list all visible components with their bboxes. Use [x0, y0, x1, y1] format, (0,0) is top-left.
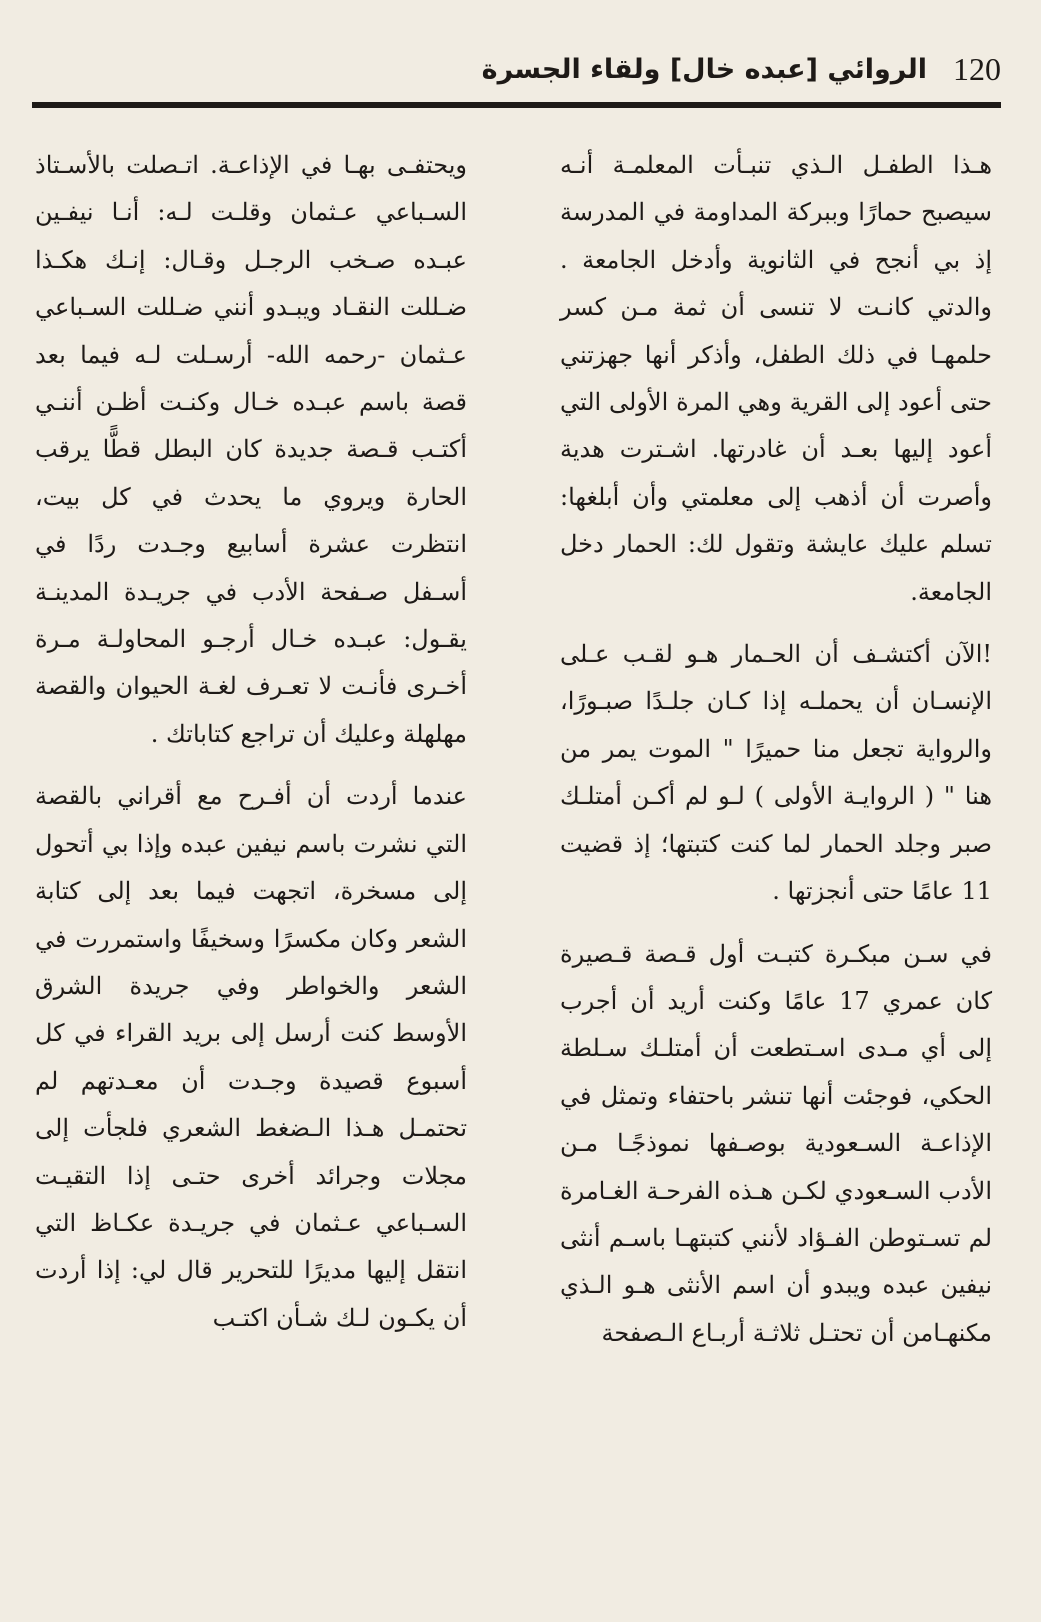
paragraph: عندما أردت أن أفـرح مع أقراني بالقصة التي نشرت باسم نيفين عبده وإذا بي أتحول إلى مسخرة، اتجهت فيما بعد إلى كتابة الشعر وكان مكسرًا وسخيفًا واستمررت في الشعر والخواطر وفي جريدة الشرق الأوسط كنت أرسل إلى بريد القراء في كل أسبوع قصيدة وجـدت أن معـدتهم لم تحتمـل هـذا الـضغط الشعري فلجأت إلى مجلات وجرائد أخرى حتـى إذا التقيـت السـباعي عـثمان في جريـدة عكـاظ التي انتقل إليها مديرًا للتحرير قال لي: إذا أردت أن يكـون لـك شـأن اكتـب	[35, 782, 467, 1332]
right-column	[560, 142, 992, 1372]
running-title: الروائي [عبده خال] ولقاء الجسرة	[481, 53, 927, 85]
paragraph: ويحتفـى بهـا في الإذاعـة. اتـصلت بالأسـتاذ السـباعي عـثمان وقلـت لـه: أنـا نيفـين عبـده صـخب الرجـل وقـال: إنـك هكـذا ضـللت النقـاد ويبـدو أنني ضـللت السـباعي عـثمان -رحمه الله- أرسـلت لـه فيما بعد قصة باسم عبـده خـال وكنـت أظـن أننـي أكتـب قـصة جديدة كان البطل قطًّا يرقب الحارة ويروي ما يحدث في كل بيت، انتظرت عشرة أسابيع وجـدت ردًا في أسـفل صـفحة الأدب في جريـدة المدينـة يقـول: عبـده خـال أرجـو المحاولـة مـرة أخـرى فأنـت لا تعـرف لغـة الحيوان والقصة مهلهلة وعليك أن تراجع كتاباتك .	[35, 151, 467, 748]
paragraph: !الآن أكتشـف أن الحـمار هـو لقـب عـلى الإنسـان أن يحملـه إذا كـان جلـدًا صبـورًا، والرواية تجعل منا حميرًا " الموت يمر من هنا " ( الروايـة الأولى ) لـو لم أكـن أمتلـك صبر وجلد الحمار لما كنت كتبتها؛ إذ قضيت 11 عامًا حتى أنجزتها .	[560, 640, 992, 906]
page-header	[40, 44, 1001, 94]
header-rule	[32, 102, 1001, 108]
paragraph: في سـن مبكـرة كتبـت أول قـصة قـصيرة كان عمري 17 عامًا وكنت أريد أن أجرب إلى أي مـدى اسـتطعت أن أمتلـك سـلطة الحكي، فوجئت أنها تنشر باحتفاء وتمثل في الإذاعـة السـعودية بوصـفها نموذجًـا مـن الأدب السـعودي لكـن هـذه الفرحـة الغـامرة لم تسـتوطن الفـؤاد لأنني كتبتهـا باسـم أنثى نيفين عبده ويبدو أن اسم الأنثى هـو الـذي مكنهـامن أن تحتـل ثلاثـة أربـاع الـصفحة	[560, 939, 993, 1347]
page-number: 120	[953, 50, 1001, 87]
left-column	[35, 142, 467, 1357]
paragraph: هـذا الطفـل الـذي تنبـأت المعلمـة أنـه سيصبح حمارًا وببركة المداومة في المدرسة إذ بي أنجح في الثانوية وأدخل الجامعة . والدتي كانـت لا تنسى أن ثمة مـن كسر حلمهـا في ذلك الطفل، وأذكر أنها جهزتني حتى أعود إلى القرية وهي المرة الأولى التي أعود إليها بعـد أن غادرتها. اشـترت هدية وأصرت أن أذهب إلى معلمتي وأن أبلغها: تسلم عليك عايشة وتقول لك: الحمار دخل الجامعة.	[560, 151, 992, 606]
